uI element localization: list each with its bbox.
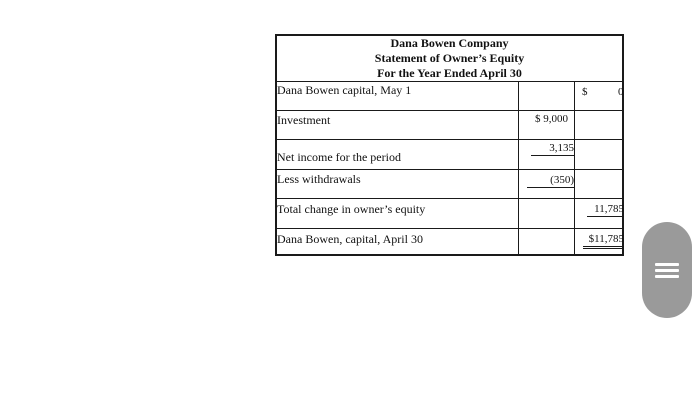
label-capital-may1: Dana Bowen capital, May 1 — [277, 83, 412, 97]
label-withdrawals: Less withdrawals — [277, 172, 361, 186]
row-divider — [277, 198, 622, 199]
label-capital-april30: Dana Bowen, capital, April 30 — [277, 232, 423, 246]
row-divider — [277, 139, 622, 140]
row-divider — [277, 81, 622, 82]
amount-capital-april30: $11,785 — [583, 233, 624, 249]
owners-equity-statement — [275, 34, 624, 256]
amount-net-income: 3,135 — [531, 142, 574, 156]
amount-investment: $ 9,000 — [535, 113, 568, 125]
statement-title: Statement of Owner’s Equity — [374, 51, 525, 65]
label-total-change: Total change in owner’s equity — [277, 202, 426, 216]
label-investment: Investment — [277, 113, 331, 127]
label-net-income: Net income for the period — [277, 150, 401, 164]
row-divider — [277, 110, 622, 111]
side-drag-handle[interactable] — [642, 222, 692, 318]
row-divider — [277, 169, 622, 170]
amount-total-change: 11,785 — [587, 203, 624, 217]
statement-period: For the Year Ended April 30 — [377, 66, 522, 80]
amount-withdrawals: (350) — [527, 174, 574, 188]
company-name: Dana Bowen Company — [390, 36, 509, 50]
column-divider — [518, 81, 519, 256]
amount-capital-may1-value: 0 — [618, 86, 624, 98]
row-divider — [277, 228, 622, 229]
statement-header — [277, 36, 622, 81]
column-divider — [574, 81, 575, 256]
amount-capital-may1-sign: $ — [582, 86, 588, 98]
